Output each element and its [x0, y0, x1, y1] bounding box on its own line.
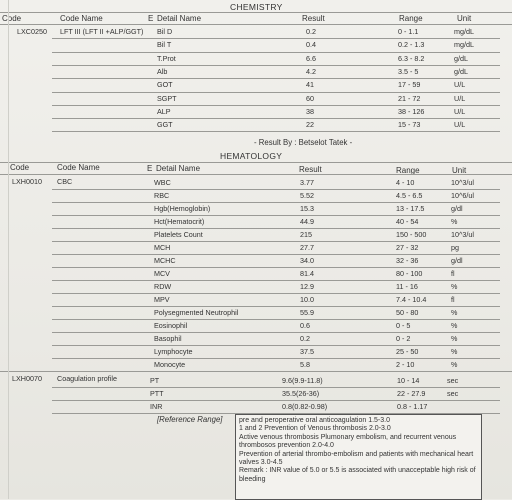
hem-header-range: Range	[396, 166, 420, 175]
chem-detail-name: GGT	[157, 120, 173, 130]
hem-detail-name: MPV	[154, 295, 170, 304]
row-divider	[52, 228, 500, 229]
hem-range: 25 - 50	[396, 347, 419, 356]
chem-unit: g/dL	[454, 53, 468, 63]
coag-detail-name: PT	[150, 376, 160, 385]
row-divider	[52, 306, 500, 307]
chem-unit: U/L	[454, 106, 466, 116]
chem-header-range: Range	[399, 14, 423, 23]
coag-code-name: Coagulation profile	[57, 374, 117, 383]
row-divider	[52, 293, 500, 294]
chem-result: 4.2	[306, 66, 316, 76]
chem-detail-name: SGPT	[157, 93, 177, 103]
coag-detail-name: PTT	[150, 389, 164, 398]
row-divider	[52, 267, 500, 268]
chem-header-code-name: Code Name	[60, 14, 103, 23]
hem-range: 150 - 500	[396, 230, 427, 239]
hem-range: 0 - 2	[396, 334, 411, 343]
hem-range: 11 - 16	[396, 282, 418, 291]
row-divider	[52, 202, 500, 203]
row-divider	[52, 78, 500, 79]
hem-range: 32 - 36	[396, 256, 419, 265]
chem-range: 15 - 73	[398, 120, 421, 130]
row-divider	[52, 358, 500, 359]
chem-detail-name: T.Prot	[157, 53, 176, 63]
divider	[0, 24, 512, 25]
row-divider	[52, 118, 500, 119]
chem-header-result: Result	[302, 14, 325, 23]
hem-detail-name: Basophil	[154, 334, 182, 343]
reference-line: Prevention of arterial thrombo-embolism and patients with mechanical heart valves 3.0-4.5	[239, 450, 474, 467]
chem-unit: mg/dL	[454, 27, 474, 36]
hem-header-result: Result	[299, 165, 322, 174]
hem-result: 55.9	[300, 308, 314, 317]
coag-code: LXH0070	[12, 374, 42, 383]
hem-detail-name: Monocyte	[154, 360, 186, 369]
chem-header-detail: Detail Name	[157, 14, 202, 23]
hem-result: 0.6	[300, 321, 310, 330]
hem-result: 44.9	[300, 217, 314, 226]
reference-range-box	[235, 414, 482, 500]
row-divider	[0, 371, 512, 372]
coag-range: 10 - 14	[397, 376, 420, 385]
chem-unit: g/dL	[454, 66, 468, 76]
hem-unit: %	[451, 347, 458, 356]
chem-result: 0.4	[306, 40, 316, 50]
hem-header-e: E	[147, 164, 153, 173]
hem-header-detail: Detail Name	[156, 164, 201, 173]
row-divider	[52, 38, 500, 39]
row-divider	[52, 345, 500, 346]
hem-unit: g/dl	[451, 204, 463, 213]
hem-result: 0.2	[300, 334, 310, 343]
hem-unit: 10^6/ul	[451, 191, 474, 200]
chem-range: 0.2 - 1.3	[398, 40, 425, 50]
hem-unit: %	[451, 334, 458, 343]
hem-result: 3.77	[300, 178, 314, 187]
chem-header-code: Code	[2, 14, 22, 23]
reference-line: Remark : INR value of 5.0 or 5.5 is associated with unacceptable high risk of bleeding	[239, 467, 476, 483]
chem-code-name: LFT III (LFT II +ALP/GGT)	[60, 27, 144, 36]
hem-result: 215	[300, 230, 312, 239]
row-divider	[52, 400, 500, 401]
hem-result: 15.3	[300, 204, 314, 213]
hem-unit: fl	[451, 295, 455, 304]
row-divider	[52, 92, 500, 93]
hem-detail-name: Lymphocyte	[154, 347, 193, 356]
row-divider	[52, 387, 500, 388]
hem-unit: %	[451, 321, 458, 330]
hem-detail-name: MCV	[154, 269, 170, 278]
chem-range: 6.3 - 8.2	[398, 53, 425, 63]
hem-range: 7.4 - 10.4	[396, 295, 427, 304]
hem-range: 40 - 54	[396, 217, 419, 226]
hem-unit: %	[451, 282, 458, 291]
divider	[0, 174, 512, 175]
chem-result: 41	[306, 80, 314, 90]
hem-range: 80 - 100	[396, 269, 423, 278]
chem-detail-name: Bil T	[157, 40, 172, 50]
coag-result: 0.8(0.82-0.98)	[282, 402, 328, 411]
hem-detail-name: MCHC	[154, 256, 176, 265]
reference-range-text	[239, 417, 479, 484]
result-by: - Result By : Betselot Tatek -	[254, 138, 353, 147]
chem-unit: U/L	[454, 80, 466, 90]
coag-detail-name: INR	[150, 402, 163, 411]
hem-result: 37.5	[300, 347, 314, 356]
hem-range: 0 - 5	[396, 321, 411, 330]
row-divider	[52, 189, 500, 190]
chem-result: 38	[306, 106, 314, 116]
hem-header-code: Code	[10, 163, 30, 172]
coag-range: 22 - 27.9	[397, 389, 426, 398]
chem-range: 17 - 59	[398, 80, 421, 90]
coag-result: 35.5(26-36)	[282, 389, 320, 398]
hem-detail-name: MCH	[154, 243, 171, 252]
hem-unit: pg	[451, 243, 459, 252]
hem-detail-name: RDW	[154, 282, 172, 291]
hem-detail-name: WBC	[154, 178, 171, 187]
row-divider	[52, 280, 500, 281]
row-divider	[52, 319, 500, 320]
hem-unit: %	[451, 308, 458, 317]
row-divider	[52, 215, 500, 216]
hem-detail-name: RBC	[154, 191, 170, 200]
chem-range: 3.5 - 5	[398, 66, 419, 76]
chem-code: LXC0250	[17, 27, 47, 36]
hem-unit: 10^3/ul	[451, 230, 474, 239]
hem-unit: %	[451, 217, 458, 226]
hem-result: 10.0	[300, 295, 314, 304]
chem-range: 21 - 72	[398, 93, 421, 103]
hem-result: 5.52	[300, 191, 314, 200]
row-divider	[52, 332, 500, 333]
chem-result: 22	[306, 120, 314, 130]
hem-range: 27 - 32	[396, 243, 419, 252]
coag-result: 9.6(9.9-11.8)	[282, 376, 323, 385]
row-divider	[52, 52, 500, 53]
hem-detail-name: Hct(Hematocrit)	[154, 217, 205, 226]
chem-result: 0.2	[306, 27, 316, 36]
hem-result: 12.9	[300, 282, 314, 291]
chem-detail-name: ALP	[157, 106, 171, 116]
hem-result: 81.4	[300, 269, 314, 278]
hem-unit: fl	[451, 269, 455, 278]
hem-result: 34.0	[300, 256, 314, 265]
hem-header-code-name: Code Name	[57, 163, 100, 172]
page-edge	[8, 0, 9, 499]
hem-range: 4.5 - 6.5	[396, 191, 423, 200]
divider	[0, 12, 512, 13]
reference-line: 1 and 2 Prevention of Venous thrombosis 2.0-3.0	[239, 425, 391, 433]
hem-unit: g/dl	[451, 256, 463, 265]
chem-result: 60	[306, 93, 314, 103]
hematology-title: HEMATOLOGY	[220, 151, 283, 161]
hem-result: 27.7	[300, 243, 314, 252]
chem-detail-name: GOT	[157, 80, 173, 90]
hem-detail-name: Platelets Count	[154, 230, 203, 239]
chem-detail-name: Alb	[157, 66, 168, 76]
chem-unit: U/L	[454, 120, 466, 130]
hem-range: 50 - 80	[396, 308, 419, 317]
hem-unit: 10^3/ul	[451, 178, 474, 187]
coag-unit: sec	[447, 389, 459, 398]
row-divider	[52, 105, 500, 106]
hem-code-name: CBC	[57, 177, 73, 186]
chem-detail-name: Bil D	[157, 27, 173, 36]
chem-range: 0 - 1.1	[398, 27, 419, 36]
hem-unit: %	[451, 360, 458, 369]
chem-header-e: E	[148, 14, 154, 23]
reference-line: Active venous thrombosis Plumonary embolism, and recurrent venous thrombosos prevention 2.0-4.0	[239, 433, 457, 450]
chem-header-unit: Unit	[457, 14, 472, 23]
chem-result: 6.6	[306, 53, 316, 63]
reference-range-label: [Reference Range]	[157, 415, 223, 424]
hem-detail-name: Polysegmented Neutrophil	[154, 308, 239, 317]
coag-range: 0.8 - 1.17	[397, 402, 428, 411]
hem-detail-name: Eosinophil	[154, 321, 188, 330]
hem-result: 5.8	[300, 360, 310, 369]
row-divider	[52, 241, 500, 242]
row-divider	[52, 65, 500, 66]
chem-range: 38 - 126	[398, 106, 425, 116]
hem-range: 4 - 10	[396, 178, 415, 187]
chemistry-title: CHEMISTRY	[230, 2, 283, 12]
hem-range: 2 - 10	[396, 360, 415, 369]
row-divider	[52, 131, 500, 132]
chem-unit: mg/dL	[454, 40, 474, 50]
coag-unit: sec	[447, 376, 459, 385]
hem-code: LXH0010	[12, 177, 42, 186]
row-divider	[52, 254, 500, 255]
hem-header-unit: Unit	[452, 166, 467, 175]
reference-line: pre and peroperative oral anticoagulation 1.5-3.0	[239, 417, 390, 424]
hem-range: 13 - 17.5	[396, 204, 425, 213]
chem-unit: U/L	[454, 93, 466, 103]
hem-detail-name: Hgb(Hemoglobin)	[154, 204, 211, 213]
